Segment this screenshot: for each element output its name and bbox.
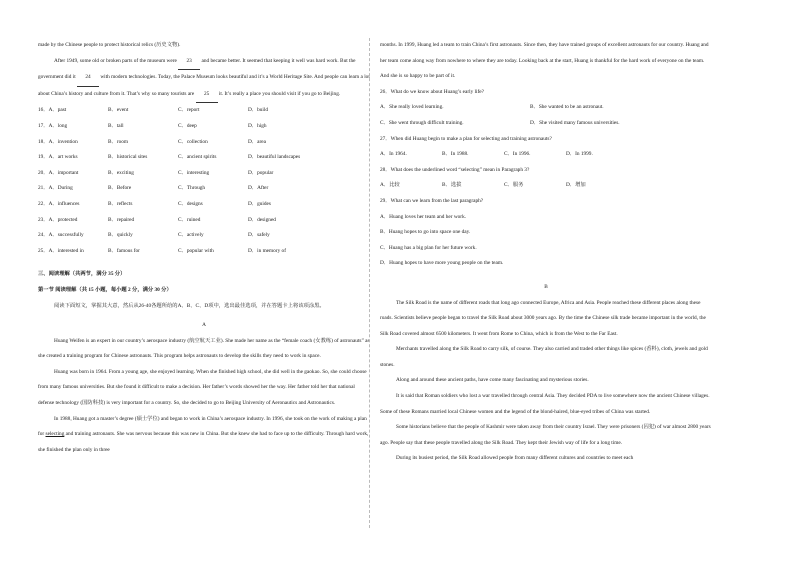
left-column (38, 38, 370, 458)
q28-option-a: A．比较 (380, 182, 400, 189)
option-18-c: C．collection (178, 138, 208, 145)
option-22-a: 22．A．influences (38, 200, 80, 207)
q29-option-a: A．Huang loves her team and her work. (380, 213, 467, 220)
section-title: 三、阅读理解（共两节，满分 35 分） (38, 271, 126, 278)
option-row-21 (38, 181, 370, 197)
question-29: 29．What can we learn from the last paragraph? (380, 197, 484, 204)
option-16-a: 16．A．past (38, 107, 67, 114)
passage-b-paragraph-1: The Silk Road is the name of different roads that long ago connected Europe, Africa and Asia. People reached these different places along these roads. Scientists believe people began to travel the Silk Road about 3000 years ago. By the time the Chinese silk trade became important in the world, the Silk Road covered almost 6500 kilometers. It went from Rome to China, which is from the West to the Far East. (380, 299, 706, 337)
option-17-d: D．high (248, 122, 267, 129)
q28-options (380, 178, 712, 194)
option-21-a: 21．A．During (38, 185, 73, 192)
passage-b-paragraph-3: Along and around these ancient paths, have come many fascinating and mysterious stories. (396, 377, 589, 384)
pA3-part-a: In 1988, Huang got a master’s degree (硕士学位) and began to work in China’s aerospace industry. In 1996, she took on the work of making a plan for (38, 415, 367, 438)
option-row-23 (38, 213, 370, 229)
option-25-a: 25．A．interested in (38, 247, 84, 254)
underlined-word-selecting: selecting (45, 431, 65, 438)
passage-b-paragraph-2: Merchants travelled along the Silk Road to carry silk, of course. They also carried and traded other things like spices (香料), cloth, jewels and gold stones. (380, 346, 708, 368)
q26-option-a: A．She really loved learning. (380, 104, 444, 111)
option-23-b: B．repaired (108, 216, 135, 223)
option-row-19 (38, 150, 370, 166)
option-19-c: C．ancient spirits (178, 154, 217, 161)
para2-part-a: After 1949, some old or broken parts of the museum were (54, 57, 177, 64)
question-26: 26．What do we know about Huang’s early life? (380, 88, 484, 95)
q26-options-row-2 (380, 116, 712, 132)
option-19-d: D．beautiful landscapes (248, 154, 301, 161)
option-row-17 (38, 119, 370, 135)
para2-part-d: it. It’s really a place you should visit if you go to Beijing. (218, 90, 341, 97)
option-16-d: D．build (248, 107, 269, 114)
passage-a-label: A (202, 322, 206, 329)
option-16-b: B．event (108, 107, 129, 114)
option-20-b: B．exciting (108, 169, 134, 176)
option-18-a: 18．A．invention (38, 138, 78, 145)
q29-option-d: D．Huang hopes to have more young people on the team. (380, 260, 504, 267)
q26-option-d: D．She visited many famous universities. (530, 119, 620, 126)
q27-option-a: A．In 1964. (380, 151, 407, 158)
option-21-d: D．After (248, 185, 269, 192)
passage-a-paragraph-3 (38, 412, 370, 459)
option-row-20 (38, 166, 370, 182)
right-column (380, 38, 712, 467)
q27-option-d: D．In 1999. (566, 151, 593, 158)
option-21-c: C．Through (178, 185, 206, 192)
para2-part-c: with modern technologies. Today, the Palace Museum looks beautiful and it’s a World Heritage Site. And people can learn a lot about China’s history and culture from it. That’s why so many tourists are (38, 74, 370, 97)
instructions: 阅读下面短文，掌握其大意，然后从26-40各题所给的A、B、C、D项中，选出最佳选项，并在答题卡上将该项涂黑。 (54, 302, 325, 309)
option-row-22 (38, 197, 370, 213)
option-24-b: B．quickly (108, 232, 133, 239)
option-20-d: D．popular (248, 169, 274, 176)
option-23-a: 23．A．protected (38, 216, 78, 223)
option-25-c: C．popular with (178, 247, 214, 254)
option-20-c: C．interesting (178, 169, 210, 176)
left-paragraph-2 (38, 54, 370, 104)
option-25-b: B．famous for (108, 247, 140, 254)
blank-23: 23 (178, 54, 200, 71)
question-27: 27．When did Huang begin to make a plan for selecting and training astronauts? (380, 135, 552, 142)
option-22-c: C．designs (178, 200, 203, 207)
passage-a-paragraph-2: Huang was born in 1964. From a young age, she enjoyed learning. When she finished high school, she did well in the gaokao. So, she could choose from many famous universities. But she found it difficult to make a decision. Her father’s words showed her the way. Her father told her that national defense technology (国防科技) is very important for a country. So, she decided to go to Beijing University of Aeronautics and Astronautics. (38, 368, 367, 407)
passage-b-paragraph-5: Some historians believe that the people of Kashmir were taken away from their country Israel. They were prisoners (囚犯) of war almost 2800 years ago. People say that these people travelled along the Silk Road. They kept their Jewish way of life for a long time. (380, 424, 711, 446)
cloze-options (38, 103, 370, 259)
blank-24: 24 (77, 70, 99, 87)
option-row-25 (38, 244, 370, 260)
left-paragraph-1: made by the Chinese people to protect historical relics (历史文物). (38, 42, 181, 48)
passage-b-paragraph-4: It is said that Roman soldiers who lost a war travelled through central Asia. They decided PDA to live somewhere now the ancient Chinese villages. Some of these Romans married local Chinese women and the legend of the blond-haired, blue-eyed tribes of China was started. (380, 393, 710, 415)
q26-option-b: B．She wanted to be an astronaut. (530, 104, 604, 111)
option-18-b: B．room (108, 138, 129, 145)
option-24-c: C．actively (178, 232, 204, 239)
q26-options-row-1 (380, 100, 712, 116)
pA3-part-b: and training astronauts. She was nervous because this was new in China. But she knew she had to face up to the difficulty. Through hard work, she finished the plan only in three (38, 431, 369, 453)
option-24-a: 24．A．successfully (38, 232, 84, 239)
option-23-c: C．ruined (178, 216, 201, 223)
option-25-d: D．in memory of (248, 247, 286, 254)
q28-option-b: B．选拔 (442, 182, 462, 189)
q26-option-c: C．She went through difficult training. (380, 119, 464, 126)
question-28: 28．What does the underlined word “selecting” mean in Paragraph 3? (380, 166, 530, 173)
q27-option-c: C．In 1996. (504, 151, 531, 158)
q27-option-b: B．In 1988. (442, 151, 469, 158)
blank-25: 25 (196, 87, 218, 104)
option-18-d: D．area (248, 138, 266, 145)
q29-option-c: C．Huang has a big plan for her future work. (380, 244, 477, 251)
q27-options (380, 147, 712, 163)
option-22-b: B．reflects (108, 200, 133, 207)
option-row-18 (38, 135, 370, 151)
option-row-24 (38, 228, 370, 244)
option-17-c: C．deep (178, 122, 197, 129)
q28-option-c: C．服务 (504, 182, 524, 189)
para2-part-b: and became better. It seemed that keeping it well was hard work. But the government did it (38, 57, 356, 81)
passage-b-label: B (544, 283, 548, 290)
option-17-b: B．tall (108, 122, 124, 129)
option-22-d: D．guides (248, 200, 271, 207)
option-16-c: C．report (178, 107, 200, 114)
option-19-a: 19．A．art works (38, 154, 78, 161)
column-divider (369, 38, 370, 528)
q29-option-b: B．Huang hopes to go into space one day. (380, 229, 471, 236)
option-row-16 (38, 103, 370, 119)
option-20-a: 20．A．important (38, 169, 79, 176)
option-17-a: 17．A．long (38, 122, 68, 129)
option-19-b: B．historical sites (108, 154, 148, 161)
passage-a-paragraph-4: months. In 1999, Huang led a team to train China’s first astronauts. Since then, they have trained groups of excellent astronauts for our country. Huang and her team come along way from nowhere to where they are today. Looking back at the start, Huang is thankful for the hard work of everyone on the team. And she is so happy to be part of it. (380, 42, 709, 80)
passage-b-paragraph-6: During its busiest period, the Silk Road allowed people from many different cultures and countries to meet each (396, 455, 634, 462)
q28-option-d: D．增加 (566, 182, 586, 189)
option-23-d: D．designed (248, 216, 276, 223)
subsection-title: 第一节 阅读理解（共 15 小题，每小题 2 分，满分 30 分） (38, 286, 172, 293)
passage-a-paragraph-1: Huang Weifen is an expert in our country’s aerospace industry (航空航天工业). She made her name as the “female coach (女教练) of astronauts” as she created a training program for Chinese astronauts. This program helps astronauts to develop the skills they need to work in space. (38, 337, 370, 360)
option-21-b: B．Before (108, 185, 132, 192)
option-24-d: D．safely (248, 232, 270, 239)
